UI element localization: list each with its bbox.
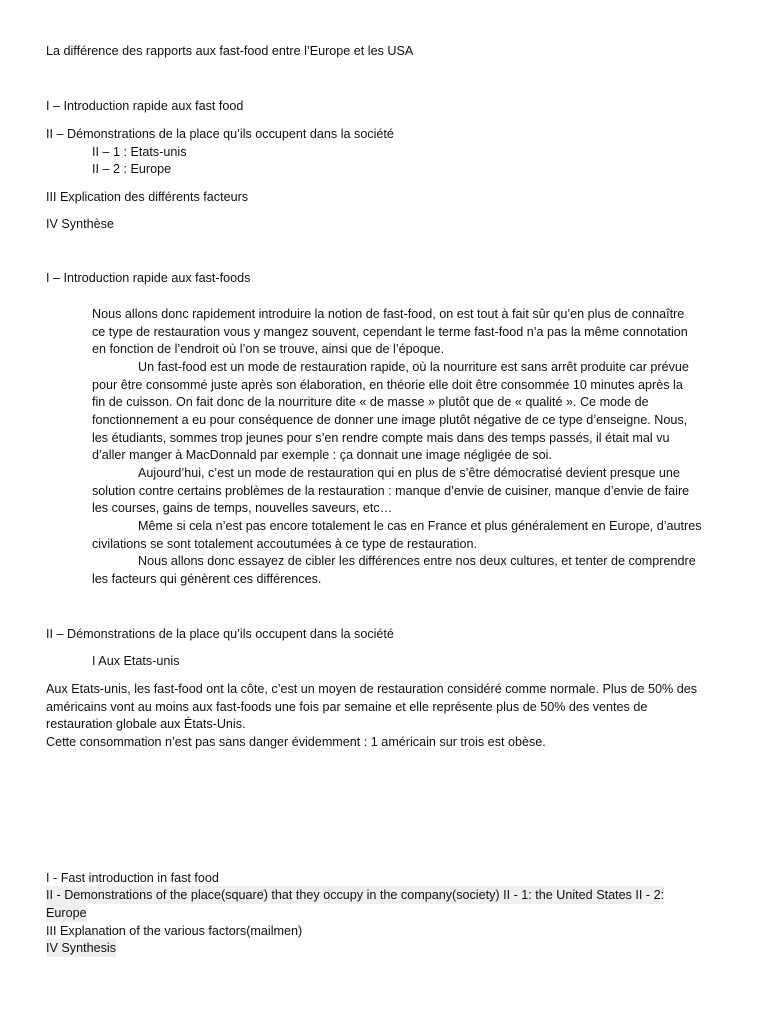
section1-line: Nous allons donc rapidement introduire la notion de fast-food, on est tout à fait sûr qu’en plus de connaître — [92, 307, 685, 321]
document-title: La différence des rapports aux fast-food entre l’Europe et les USA — [46, 44, 414, 58]
section1-line: les étudiants, sommes trop jeunes pour s’en rendre compte mais dans des temps passés, il était mal vu — [92, 431, 670, 445]
outline-item-ii: II – Démonstrations de la place qu’ils occupent dans la société — [46, 127, 394, 141]
outline-item-ii-2: II – 2 : Europe — [92, 162, 172, 176]
section1-line: solution contre certains problèmes de la restauration : manque d’envie de cuisiner, manque d’envie de faire — [92, 484, 690, 498]
translation-line-5: IV Synthesis — [46, 941, 116, 955]
section1-line: d’aller manger à MacDonnald par exemple : ça donnait une image négligée de soi. — [92, 448, 552, 462]
section1-line: les courses, gains de temps, nouvelles saveurs, etc… — [92, 501, 393, 515]
outline-item-ii-1: II – 1 : Etats-unis — [92, 145, 187, 159]
section1-line: fin de cuisson. On fait donc de la nourriture dite « de masse » plutôt que de « qualité ». Ce mode de — [92, 395, 649, 409]
section1-line: Aujourd’hui, c’est un mode de restauration qui en plus de s’être démocratisé devient presque une — [138, 466, 680, 480]
section1-line: Nous allons donc essayez de cibler les différences entre nos deux cultures, et tenter de comprendre — [138, 554, 696, 568]
section1-line: en fonction de l’endroit où l’on se trouve, ainsi que de l’époque. — [92, 342, 445, 356]
section2-line: Aux Etats-unis, les fast-food ont la côte, c’est un moyen de restauration considéré comme normale. Plus de 50% des — [46, 682, 698, 696]
translation-line-4: III Explanation of the various factors(mailmen) — [46, 924, 303, 938]
section1-line: civilations se sont totalement accoutumées à ce type de restauration. — [92, 537, 478, 551]
section1-line: Même si cela n’est pas encore totalement le cas en France et plus généralement en Europe, d’autres — [138, 519, 702, 533]
section2-line: Cette consommation n’est pas sans danger évidemment : 1 américain sur trois est obèse. — [46, 735, 546, 749]
section2-line: américains vont au moins aux fast-foods une fois par semaine et elle représente plus de 50% des ventes de — [46, 700, 648, 714]
section1-line: fonctionnement a eu pour conséquence de donner une image plutôt négative de ce type d’enseigne. Nous, — [92, 413, 688, 427]
section1-line: les facteurs qui génèrent ces différences. — [92, 572, 322, 586]
section1-line: ce type de restauration vous y mangez souvent, cependant le terme fast-food n’a pas la même connotation — [92, 325, 688, 339]
section2-heading: II – Démonstrations de la place qu’ils occupent dans la société — [46, 627, 394, 641]
translation-line-3: Europe — [46, 906, 87, 920]
section2-line: restauration globale aux États-Unis. — [46, 717, 246, 731]
section1-heading: I – Introduction rapide aux fast-foods — [46, 271, 251, 285]
outline-item-iv: IV Synthèse — [46, 217, 114, 231]
translation-line-2: II - Demonstrations of the place(square) that they occupy in the company(society) II - 1: the United States II - 2: — [46, 888, 665, 902]
translation-line-1: I - Fast introduction in fast food — [46, 871, 219, 885]
section1-line: Un fast-food est un mode de restauration rapide, où la nourriture est sans arrêt produite car prévue — [138, 360, 689, 374]
outline-item-i: I – Introduction rapide aux fast food — [46, 99, 244, 113]
outline-item-iii: III Explication des différents facteurs — [46, 190, 249, 204]
section1-line: pour être consommé juste après son élaboration, en théorie elle doit être consommée 10 minutes après la — [92, 378, 683, 392]
section2-subheading: I Aux Etats-unis — [92, 654, 180, 668]
